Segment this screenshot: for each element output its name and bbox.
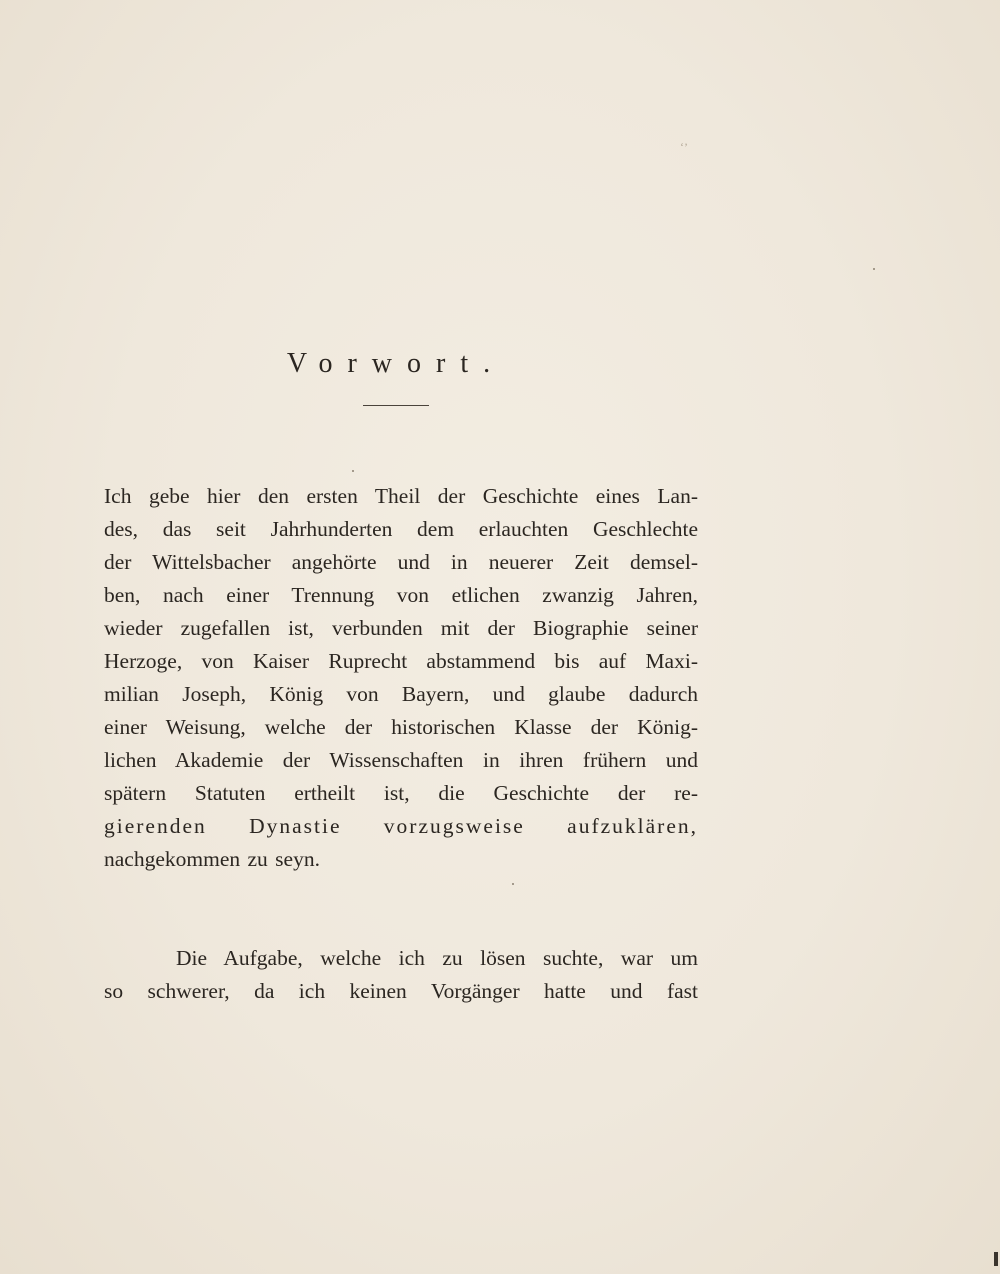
text-line: milian Joseph, König von Bayern, und glaube dadurch: [104, 682, 698, 706]
text-line: wieder zugefallen ist, verbunden mit der Biographie seiner: [104, 616, 698, 640]
page-title: Vorwort.: [286, 348, 506, 379]
text-line: Die Aufgabe, welche ich zu lösen suchte, war um: [176, 946, 698, 970]
paper-speck: [873, 268, 875, 270]
text-line: so schwerer, da ich keinen Vorgänger hatte und fast: [104, 979, 698, 1003]
text-line: Ich gebe hier den ersten Theil der Geschichte eines Lan-: [104, 484, 698, 508]
paper-speck: [512, 883, 514, 885]
paragraph-2: [104, 942, 698, 1008]
paragraph-1: [104, 480, 698, 876]
text-line: lichen Akademie der Wissenschaften in ihren frühern und: [104, 748, 698, 772]
text-line: gierenden Dynastie vorzugsweise aufzuklären,: [104, 814, 698, 838]
page-edge-mark: [994, 1252, 998, 1266]
text-line: spätern Statuten ertheilt ist, die Geschichte der re-: [104, 781, 698, 805]
text-line: Herzoge, von Kaiser Ruprecht abstammend bis auf Maxi-: [104, 649, 698, 673]
text-line: ben, nach einer Trennung von etlichen zwanzig Jahren,: [104, 583, 698, 607]
text-line: des, das seit Jahrhunderten dem erlauchten Geschlechte: [104, 517, 698, 541]
text-line: nachgekommen zu seyn.: [104, 847, 320, 871]
text-line: einer Weisung, welche der historischen Klasse der König-: [104, 715, 698, 739]
paper-speck: [352, 470, 354, 472]
faint-corner-mark: ‘’: [680, 140, 688, 154]
text-line: der Wittelsbacher angehörte und in neuerer Zeit demsel-: [104, 550, 698, 574]
title-underline-rule: [363, 405, 429, 406]
